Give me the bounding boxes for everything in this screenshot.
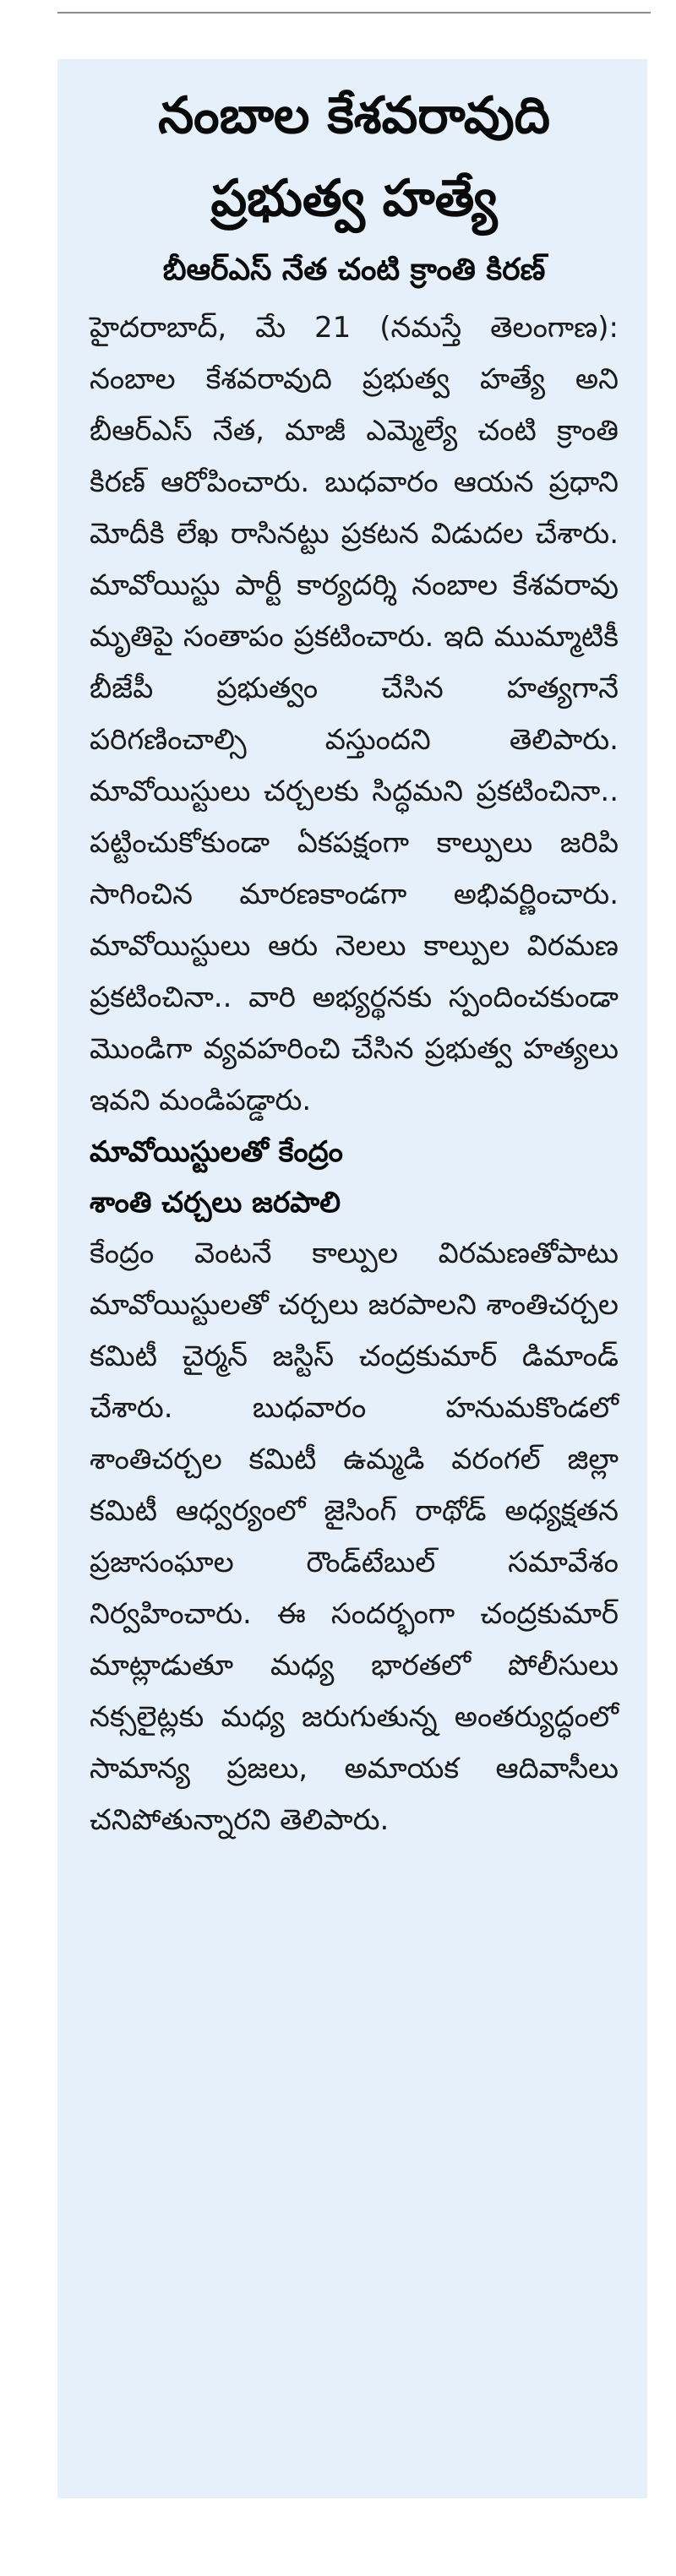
crosshead-line-1: మావోయిస్టులతో కేంద్రం <box>90 1135 343 1169</box>
top-rule <box>57 12 651 14</box>
crosshead-line-2: శాంతి చర్చలు జరపాలి <box>90 1186 341 1220</box>
headline-line-1: నంబాల కేశవరావుది <box>158 86 550 145</box>
crosshead <box>90 1127 619 1228</box>
headline <box>90 74 619 240</box>
subheadline: బీఆర్ఎస్ నేత చంటి క్రాంతి కిరణ్ <box>162 253 546 287</box>
body-paragraph-2: కేంద్రం వెంటనే కాల్పుల విరమణతోపాటు మావోయిస్టులతో చర్చలు జరపాలని శాంతిచర్చల కమిటీ చైర్మన్ జస్టిస్ చంద్రకుమార్ డిమాండ్ చేశారు. బుధవారం హనుమకొండలో శాంతిచర్చల కమిటీ ఉమ్మడి వరంగల్ జిల్లా కమిటీ ఆధ్వర్యంలో జైసింగ్ రాథోడ్ అధ్యక్షతన ప్రజాసంఘాల రౌండ్‌టేబుల్ సమావేశం నిర్వహించారు. ఈ సందర్భంగా చంద్రకుమార్ మాట్లాడుతూ మధ్య భారతలో పోలీసులు నక్సలైట్లకు మధ్య జరుగుతున్న అంతర్యుద్ధంలో సామాన్య ప్రజలు, అమాయక ఆదివాసీలు చనిపోతున్నారని తెలిపారు. <box>90 1236 619 1837</box>
news-article <box>57 59 647 2498</box>
headline-line-2: ప్రభుత్వ హత్యే <box>210 169 498 228</box>
body-paragraph-1: హైదరాబాద్, మే 21 (నమస్తే తెలంగాణ): నంబాల కేశవరావుది ప్రభుత్వ హత్యే అని బీఆర్ఎస్ నేత, మాజీ ఎమ్మెల్యే చంటి క్రాంతి కిరణ్ ఆరోపించారు. బుధవారం ఆయన ప్రధాని మోదీకి లేఖ రాసినట్టు ప్రకటన విడుదల చేశారు. మావోయిస్టు పార్టీ కార్యదర్శి నంబాల కేశవరావు మృతిపై సంతాపం ప్రకటించారు. ఇది ముమ్మాటికీ బీజేపీ ప్రభుత్వం చేసిన హత్యగానే పరిగణించాల్సి వస్తుందని తెలిపారు. మావోయిస్టులు చర్చలకు సిద్ధమని ప్రకటించినా.. పట్టించుకోకుండా ఏకపక్షంగా కాల్పులు జరిపి సాగించిన మారణకాండగా అభివర్ణించారు. మావోయిస్టులు ఆరు నెలలు కాల్పుల విరమణ ప్రకటించినా.. వారి అభ్యర్థనకు స్పందించకుండా మొండిగా వ్యవహరించి చేసిన ప్రభుత్వ హత్యలు ఇవని మండిపడ్డారు. <box>90 311 619 1117</box>
